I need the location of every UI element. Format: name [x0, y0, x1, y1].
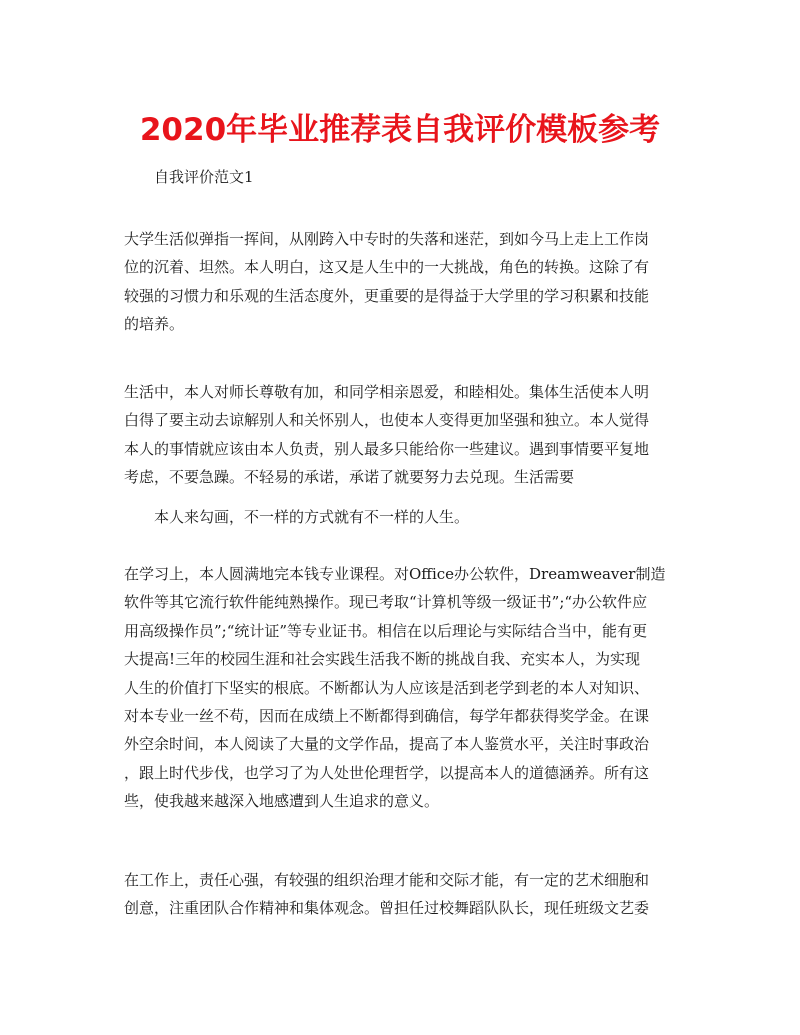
document-subtitle: 自我评价范文1 — [154, 168, 254, 186]
paragraph-line: 考虑，不要急躁。不轻易的承诺，承诺了就要努力去兑现。生活需要 — [124, 468, 575, 487]
paragraph-2 — [124, 378, 676, 492]
paragraph-line: 用高级操作员”;“统计证”等专业证书。相信在以后理论与实际结合当中，能有更 — [124, 621, 648, 640]
document-title: 2020年毕业推荐表自我评价模板参考 — [139, 112, 661, 148]
paragraph-line: 大学生活似弹指一挥间，从刚跨入中专时的失落和迷茫，到如今马上走上工作岗 — [124, 230, 650, 248]
paragraph-line: 位的沉着、坦然。本人明白，这又是人生中的一大挑战，角色的转换。这除了有 — [124, 258, 650, 277]
paragraph-4 — [124, 560, 676, 816]
paragraph-line: 本人的事情就应该由本人负责，别人最多只能给你一些建议。遇到事情要平复地 — [124, 439, 650, 458]
paragraph-line: 白得了要主动去谅解别人和关怀别人，也使本人变得更加坚强和独立。本人觉得 — [124, 411, 650, 430]
paragraph-line: 生活中，本人对师长尊敬有加，和同学相亲恩爱，和睦相处。集体生活使本人明 — [124, 383, 650, 401]
paragraph-line: ，跟上时代步伐，也学习了为人处世伦理哲学，以提高本人的道德涵养。所有这 — [124, 763, 650, 782]
paragraph-line: 些，使我越来越深入地感遭到人生追求的意义。 — [124, 792, 440, 811]
paragraph-line: 对本专业一丝不苟，因而在成绩上不断都得到确信，每学年都获得奖学金。在课 — [124, 706, 650, 725]
paragraph-line: 在工作上，责任心强，有较强的组织治理才能和交际才能，有一定的艺术细胞和 — [124, 871, 650, 889]
paragraph-3 — [154, 503, 706, 531]
paragraph-1 — [124, 225, 676, 339]
paragraph-line: 大提高!三年的校园生涯和社会实践生活我不断的挑战自我、充实本人，为实现 — [124, 650, 641, 669]
paragraph-line: 本人来勾画，不一样的方式就有不一样的人生。 — [154, 508, 470, 526]
paragraph-line: 软件等其它流行软件能纯熟操作。现已考取“计算机等级一级证书”;“办公软件应 — [124, 593, 648, 612]
paragraph-line: 人生的价值打下坚实的根底。不断都认为人应该是活到老学到老的本人对知识、 — [124, 678, 650, 697]
paragraph-line: 外空余时间，本人阅读了大量的文学作品，提高了本人鉴赏水平，关注时事政治 — [124, 735, 650, 754]
paragraph-line: 的培养。 — [124, 315, 185, 334]
paragraph-line: 创意，注重团队合作精神和集体观念。曾担任过校舞蹈队队长，现任班级文艺委 — [124, 899, 650, 918]
paragraph-line: 较强的习惯力和乐观的生活态度外，更重要的是得益于大学里的学习积累和技能 — [124, 286, 650, 305]
paragraph-5 — [124, 866, 676, 923]
paragraph-line: 在学习上，本人圆满地完本钱专业课程。对Office办公软件，Dreamweaver制造 — [124, 565, 666, 583]
